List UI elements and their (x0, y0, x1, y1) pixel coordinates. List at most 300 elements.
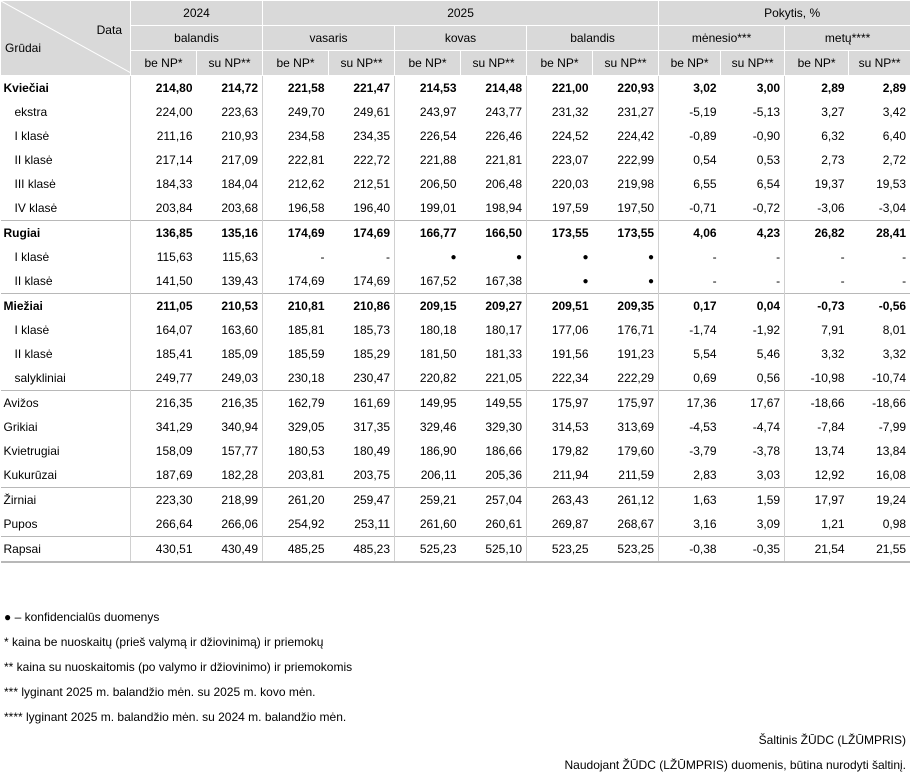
table-cell: 13,74 (785, 439, 849, 463)
table-header (1, 1, 910, 76)
table-cell: 167,38 (461, 269, 527, 294)
table-cell: 217,09 (197, 148, 263, 172)
row-label: II klasė (1, 148, 131, 172)
table-cell: 196,40 (329, 196, 395, 221)
table-cell: 217,14 (131, 148, 197, 172)
table-cell: 3,32 (785, 342, 849, 366)
table-row (1, 391, 910, 416)
table-cell: 149,55 (461, 391, 527, 416)
footnote-with-np: ** kaina su nuoskaitomis (po valymo ir džiovinimo) ir priemokomis (4, 655, 352, 680)
row-label: II klasė (1, 269, 131, 294)
row-label: Kviečiai (1, 76, 131, 101)
table-cell: 180,49 (329, 439, 395, 463)
table-cell: -4,53 (659, 415, 721, 439)
table-cell: 197,50 (593, 196, 659, 221)
table-cell: -10,74 (849, 366, 910, 391)
table-cell: 182,28 (197, 463, 263, 488)
table-cell: 263,43 (527, 488, 593, 513)
table-cell: 329,05 (263, 415, 329, 439)
table-cell: 166,77 (395, 221, 461, 246)
table-cell: 185,29 (329, 342, 395, 366)
table-cell: 181,50 (395, 342, 461, 366)
table-cell: 485,23 (329, 537, 395, 563)
table-cell: 261,60 (395, 512, 461, 537)
table-cell: 266,64 (131, 512, 197, 537)
table-cell: 1,21 (785, 512, 849, 537)
table-cell: 222,34 (527, 366, 593, 391)
corner-grain-label: Grūdai (5, 41, 41, 55)
table-cell: 0,69 (659, 366, 721, 391)
table-cell: 6,40 (849, 124, 910, 148)
footnote-no-np: * kaina be nuoskaitų (prieš valymą ir džiovinimą) ir priemokų (4, 630, 352, 655)
row-label: III klasė (1, 172, 131, 196)
table-cell: -1,92 (721, 318, 785, 342)
table-cell: 8,01 (849, 318, 910, 342)
subheader-be-np: be NP* (527, 51, 593, 76)
table-cell: -0,35 (721, 537, 785, 563)
table-cell: 21,54 (785, 537, 849, 563)
subheader-su-np: su NP** (329, 51, 395, 76)
table-row (1, 463, 910, 488)
subheader-be-np: be NP* (785, 51, 849, 76)
table-cell: 3,09 (721, 512, 785, 537)
table-cell: 161,69 (329, 391, 395, 416)
table-cell: 214,53 (395, 76, 461, 101)
table-cell: 199,01 (395, 196, 461, 221)
table-row (1, 342, 910, 366)
table-cell: 243,77 (461, 100, 527, 124)
table-cell: 314,53 (527, 415, 593, 439)
subheader-su-np: su NP** (721, 51, 785, 76)
table-cell: - (849, 245, 910, 269)
table-cell: 163,60 (197, 318, 263, 342)
table-cell: 1,63 (659, 488, 721, 513)
table-cell: -7,99 (849, 415, 910, 439)
table-cell: 5,54 (659, 342, 721, 366)
table-cell: 221,58 (263, 76, 329, 101)
table-cell: 340,94 (197, 415, 263, 439)
table-cell: 210,86 (329, 294, 395, 319)
table-cell: 175,97 (593, 391, 659, 416)
table-cell: 174,69 (263, 269, 329, 294)
table-cell: 523,25 (593, 537, 659, 563)
table-cell: 2,89 (849, 76, 910, 101)
table-cell: 214,80 (131, 76, 197, 101)
table-cell: -0,72 (721, 196, 785, 221)
table-cell: 185,41 (131, 342, 197, 366)
table-row (1, 488, 910, 513)
table-cell: 211,59 (593, 463, 659, 488)
table-cell: 253,11 (329, 512, 395, 537)
table-cell: 166,50 (461, 221, 527, 246)
table-row (1, 100, 910, 124)
table-cell: 139,43 (197, 269, 263, 294)
table-cell: - (721, 245, 785, 269)
subheader-be-np: be NP* (659, 51, 721, 76)
table-cell: 261,20 (263, 488, 329, 513)
table-cell: - (659, 269, 721, 294)
table-cell: 313,69 (593, 415, 659, 439)
table-cell: 211,16 (131, 124, 197, 148)
header-change: Pokytis, % (659, 1, 910, 26)
table-cell: 173,55 (593, 221, 659, 246)
table-cell: -5,13 (721, 100, 785, 124)
table-cell: - (785, 269, 849, 294)
table-cell: 26,82 (785, 221, 849, 246)
table-cell: -0,90 (721, 124, 785, 148)
table-cell: 222,81 (263, 148, 329, 172)
table-cell: 203,84 (131, 196, 197, 221)
table-row (1, 512, 910, 537)
table-cell: 231,32 (527, 100, 593, 124)
table-cell: 203,75 (329, 463, 395, 488)
table-row (1, 148, 910, 172)
table-cell: 12,92 (785, 463, 849, 488)
table-cell: 210,93 (197, 124, 263, 148)
subheader-be-np: be NP* (395, 51, 461, 76)
corner-data-label: Data (97, 23, 122, 37)
table-cell: 0,98 (849, 512, 910, 537)
row-label: Grikiai (1, 415, 131, 439)
table-cell: 430,51 (131, 537, 197, 563)
table-cell: - (849, 269, 910, 294)
table-cell: 230,47 (329, 366, 395, 391)
table-row (1, 366, 910, 391)
table-cell: 525,10 (461, 537, 527, 563)
table-row (1, 245, 910, 269)
table-cell: 162,79 (263, 391, 329, 416)
table-cell: 6,32 (785, 124, 849, 148)
table-cell: 176,71 (593, 318, 659, 342)
table-cell: 485,25 (263, 537, 329, 563)
table-cell: 218,99 (197, 488, 263, 513)
table-cell: - (329, 245, 395, 269)
table-row (1, 269, 910, 294)
table-cell: 226,46 (461, 124, 527, 148)
table-cell: ● (461, 245, 527, 269)
header-year-2025: 2025 (263, 1, 659, 26)
row-label: salykliniai (1, 366, 131, 391)
table-cell: 6,54 (721, 172, 785, 196)
footnote-confidential: ● – konfidencialūs duomenys (4, 605, 352, 630)
table-cell: 224,00 (131, 100, 197, 124)
table-cell: 0,54 (659, 148, 721, 172)
table-cell: - (785, 245, 849, 269)
table-cell: 329,46 (395, 415, 461, 439)
table-cell: 185,59 (263, 342, 329, 366)
table-cell: 223,63 (197, 100, 263, 124)
table-cell: 214,48 (461, 76, 527, 101)
header-month-march: kovas (395, 26, 527, 51)
footnote-year-change: **** lyginant 2025 m. balandžio mėn. su 2024 m. balandžio mėn. (4, 705, 352, 730)
table-cell: 341,29 (131, 415, 197, 439)
table-cell: 17,36 (659, 391, 721, 416)
row-label: Avižos (1, 391, 131, 416)
header-month-2024-april: balandis (131, 26, 263, 51)
table-cell: 173,55 (527, 221, 593, 246)
table-cell: -1,74 (659, 318, 721, 342)
header-month-february: vasaris (263, 26, 395, 51)
table-cell: 268,67 (593, 512, 659, 537)
table-cell: 223,30 (131, 488, 197, 513)
table-cell: ● (527, 269, 593, 294)
header-year-2024: 2024 (131, 1, 263, 26)
table-cell: 210,81 (263, 294, 329, 319)
table-cell: ● (593, 269, 659, 294)
table-cell: 141,50 (131, 269, 197, 294)
table-cell: -3,04 (849, 196, 910, 221)
table-cell: 210,53 (197, 294, 263, 319)
table-cell: 261,12 (593, 488, 659, 513)
table-cell: 149,95 (395, 391, 461, 416)
header-month-april: balandis (527, 26, 659, 51)
table-cell: 21,55 (849, 537, 910, 563)
table-cell: 0,17 (659, 294, 721, 319)
table-cell: 260,61 (461, 512, 527, 537)
table-cell: 259,47 (329, 488, 395, 513)
table-row (1, 196, 910, 221)
table-cell: 216,35 (197, 391, 263, 416)
row-label: Žirniai (1, 488, 131, 513)
table-cell: 13,84 (849, 439, 910, 463)
table-cell: 226,54 (395, 124, 461, 148)
table-cell: 221,88 (395, 148, 461, 172)
table-cell: 203,81 (263, 463, 329, 488)
table-cell: 224,52 (527, 124, 593, 148)
table-cell: 158,09 (131, 439, 197, 463)
row-label: Kvietrugiai (1, 439, 131, 463)
table-cell: 2,89 (785, 76, 849, 101)
source-text: Šaltinis ŽŪDC (LŽŪMPRIS) (565, 728, 906, 753)
table-cell: 209,51 (527, 294, 593, 319)
subheader-su-np: su NP** (461, 51, 527, 76)
table-body (1, 76, 910, 563)
row-label: IV klasė (1, 196, 131, 221)
table-cell: 222,72 (329, 148, 395, 172)
table-cell: 0,04 (721, 294, 785, 319)
table-cell: 191,56 (527, 342, 593, 366)
row-label: Pupos (1, 512, 131, 537)
table-cell: 174,69 (329, 269, 395, 294)
table-cell: 179,60 (593, 439, 659, 463)
table-cell: 222,29 (593, 366, 659, 391)
table-cell: 234,58 (263, 124, 329, 148)
table-cell: 523,25 (527, 537, 593, 563)
table-cell: 115,63 (131, 245, 197, 269)
table-cell: 2,73 (785, 148, 849, 172)
table-cell: 196,58 (263, 196, 329, 221)
table-cell: 220,93 (593, 76, 659, 101)
table-cell: 7,91 (785, 318, 849, 342)
table-cell: 180,18 (395, 318, 461, 342)
table-cell: 177,06 (527, 318, 593, 342)
table-cell: 209,15 (395, 294, 461, 319)
table-cell: 19,37 (785, 172, 849, 196)
table-cell: 329,30 (461, 415, 527, 439)
table-cell: 254,92 (263, 512, 329, 537)
table-cell: - (263, 245, 329, 269)
table-cell: 3,16 (659, 512, 721, 537)
table-cell: -0,73 (785, 294, 849, 319)
table-cell: 221,81 (461, 148, 527, 172)
table-cell: 28,41 (849, 221, 910, 246)
table-cell: 224,42 (593, 124, 659, 148)
table-cell: -7,84 (785, 415, 849, 439)
table-cell: 136,85 (131, 221, 197, 246)
table-cell: 0,53 (721, 148, 785, 172)
subheader-be-np: be NP* (263, 51, 329, 76)
table-row (1, 172, 910, 196)
table-cell: 157,77 (197, 439, 263, 463)
table-row (1, 415, 910, 439)
table-cell: -10,98 (785, 366, 849, 391)
table-cell: 206,11 (395, 463, 461, 488)
table-cell: 184,04 (197, 172, 263, 196)
table-cell: 206,48 (461, 172, 527, 196)
subheader-su-np: su NP** (593, 51, 659, 76)
table-cell: 185,09 (197, 342, 263, 366)
table-cell: 135,16 (197, 221, 263, 246)
table-cell: 221,47 (329, 76, 395, 101)
table-cell: 205,36 (461, 463, 527, 488)
table-cell: 209,35 (593, 294, 659, 319)
table-cell: 3,27 (785, 100, 849, 124)
table-cell: ● (593, 245, 659, 269)
table-cell: 185,81 (263, 318, 329, 342)
table-cell: 184,33 (131, 172, 197, 196)
table-cell: 249,03 (197, 366, 263, 391)
footnotes (4, 605, 352, 730)
table-cell: 266,06 (197, 512, 263, 537)
row-label: I klasė (1, 124, 131, 148)
table-cell: 223,07 (527, 148, 593, 172)
table-cell: -0,71 (659, 196, 721, 221)
table-cell: -0,56 (849, 294, 910, 319)
table-cell: 17,97 (785, 488, 849, 513)
table-cell: 249,61 (329, 100, 395, 124)
table-cell: ● (395, 245, 461, 269)
table-cell: 214,72 (197, 76, 263, 101)
table-row (1, 439, 910, 463)
table-cell: 234,35 (329, 124, 395, 148)
usage-note: Naudojant ŽŪDC (LŽŪMPRIS) duomenis, būtina nurodyti šaltinį. (565, 753, 906, 778)
table-cell: 257,04 (461, 488, 527, 513)
table-cell: -18,66 (785, 391, 849, 416)
table-cell: 0,56 (721, 366, 785, 391)
table-cell: 198,94 (461, 196, 527, 221)
row-label: Rapsai (1, 537, 131, 563)
table-cell: 191,23 (593, 342, 659, 366)
table-cell: 525,23 (395, 537, 461, 563)
table-cell: 269,87 (527, 512, 593, 537)
table-cell: 221,05 (461, 366, 527, 391)
table-cell: 259,21 (395, 488, 461, 513)
table-cell: 3,03 (721, 463, 785, 488)
table-cell: ● (527, 245, 593, 269)
table-cell: 187,69 (131, 463, 197, 488)
table-cell: 2,72 (849, 148, 910, 172)
table-cell: 3,02 (659, 76, 721, 101)
table-cell: 4,23 (721, 221, 785, 246)
corner-diagonal (1, 1, 131, 73)
table-cell: -3,78 (721, 439, 785, 463)
table-cell: 220,03 (527, 172, 593, 196)
table-cell: 186,90 (395, 439, 461, 463)
table-cell: 180,17 (461, 318, 527, 342)
table-cell: -4,74 (721, 415, 785, 439)
table-cell: 6,55 (659, 172, 721, 196)
table-row (1, 294, 910, 319)
table-cell: 174,69 (263, 221, 329, 246)
table-cell: -3,79 (659, 439, 721, 463)
table-row (1, 221, 910, 246)
table-cell: 179,82 (527, 439, 593, 463)
table-row (1, 537, 910, 563)
table-cell: 430,49 (197, 537, 263, 563)
table-cell: 211,94 (527, 463, 593, 488)
table-cell: 206,50 (395, 172, 461, 196)
table-cell: 249,70 (263, 100, 329, 124)
table-cell: -3,06 (785, 196, 849, 221)
table-cell: 249,77 (131, 366, 197, 391)
table-row (1, 124, 910, 148)
table-cell: 180,53 (263, 439, 329, 463)
table-cell: 243,97 (395, 100, 461, 124)
subheader-su-np: su NP** (849, 51, 910, 76)
table-cell: 209,27 (461, 294, 527, 319)
table-cell: -5,19 (659, 100, 721, 124)
row-label: ekstra (1, 100, 131, 124)
row-label: I klasė (1, 245, 131, 269)
table-cell: 115,63 (197, 245, 263, 269)
table-cell: 3,00 (721, 76, 785, 101)
table-cell: 3,32 (849, 342, 910, 366)
table-cell: 231,27 (593, 100, 659, 124)
table-cell: 203,68 (197, 196, 263, 221)
table-cell: 19,24 (849, 488, 910, 513)
header-corner (1, 1, 131, 76)
row-label: I klasė (1, 318, 131, 342)
table-cell: 167,52 (395, 269, 461, 294)
table-cell: 211,05 (131, 294, 197, 319)
table-cell: 164,07 (131, 318, 197, 342)
table-cell: 2,83 (659, 463, 721, 488)
table-cell: 212,62 (263, 172, 329, 196)
table-cell: 1,59 (721, 488, 785, 513)
table-cell: 181,33 (461, 342, 527, 366)
subheader-be-np: be NP* (131, 51, 197, 76)
table-cell: -0,89 (659, 124, 721, 148)
subheader-su-np: su NP** (197, 51, 263, 76)
table-cell: 317,35 (329, 415, 395, 439)
row-label: Kukurūzai (1, 463, 131, 488)
source-block (565, 728, 906, 778)
row-label: Miežiai (1, 294, 131, 319)
table-cell: 175,97 (527, 391, 593, 416)
table-cell: 174,69 (329, 221, 395, 246)
table-cell: 220,82 (395, 366, 461, 391)
table-cell: -18,66 (849, 391, 910, 416)
table-cell: - (721, 269, 785, 294)
table-cell: - (659, 245, 721, 269)
table-cell: -0,38 (659, 537, 721, 563)
table-cell: 230,18 (263, 366, 329, 391)
table-cell: 19,53 (849, 172, 910, 196)
table-cell: 186,66 (461, 439, 527, 463)
table-cell: 221,00 (527, 76, 593, 101)
table-cell: 222,99 (593, 148, 659, 172)
table-cell: 5,46 (721, 342, 785, 366)
